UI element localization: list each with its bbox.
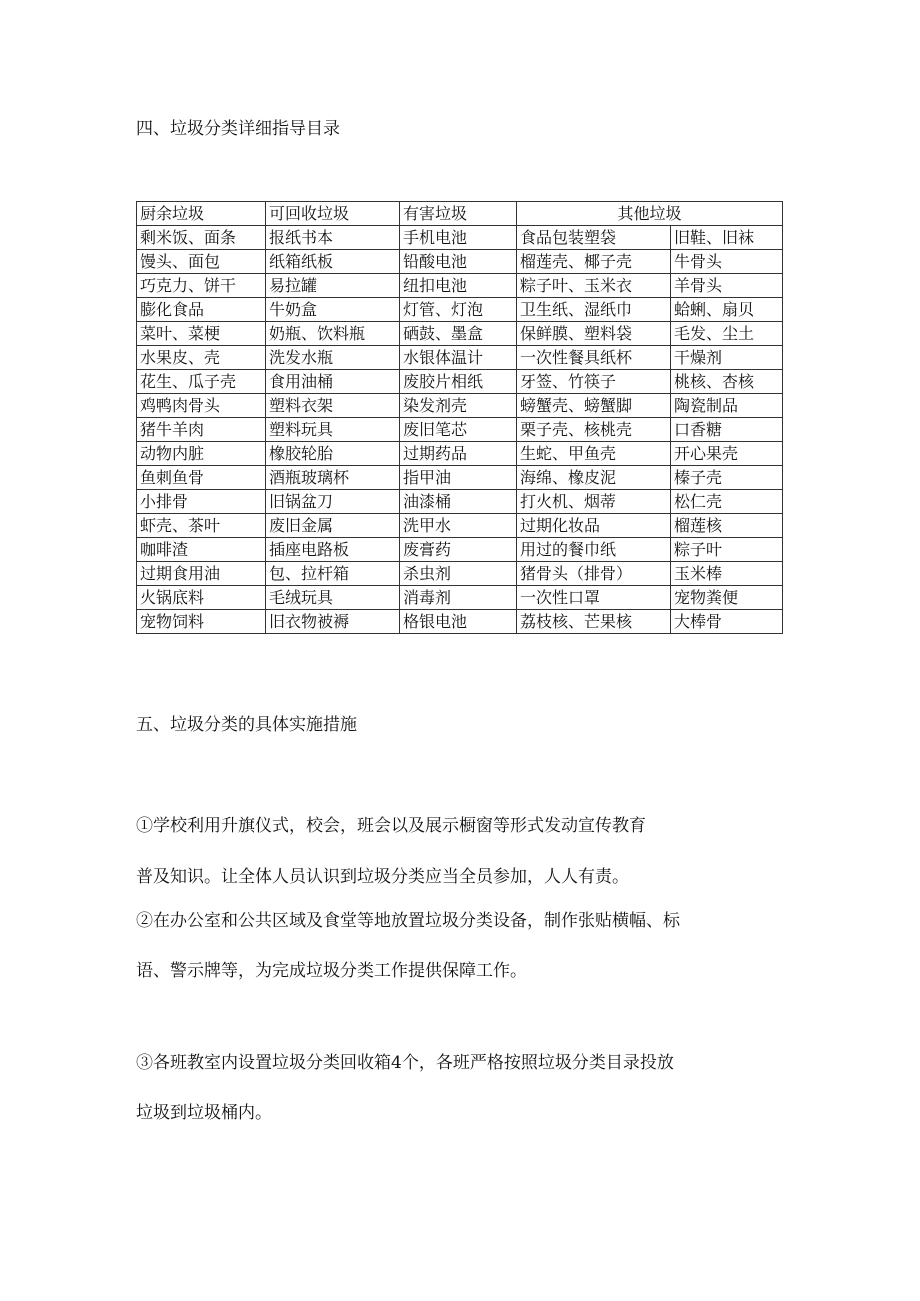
header-recyclable-waste: 可回收垃圾: [266, 202, 400, 226]
table-cell: 鱼刺鱼骨: [137, 466, 266, 490]
table-row: [137, 370, 783, 394]
table-cell: 塑料衣架: [266, 394, 400, 418]
measure-2-line-2: 语、警示牌等，为完成垃圾分类工作提供保障工作。: [136, 961, 527, 981]
table-cell: 橡胶轮胎: [266, 442, 400, 466]
table-row: [137, 346, 783, 370]
table-cell: 铅酸电池: [400, 250, 517, 274]
section-4-heading: 四、垃圾分类详细指导目录: [136, 119, 340, 139]
table-cell: 虾壳、茶叶: [137, 514, 266, 538]
table-cell: 大棒骨: [671, 610, 783, 634]
table-cell: 干燥剂: [671, 346, 783, 370]
table-cell: 榴莲核: [671, 514, 783, 538]
table-cell: 陶瓷制品: [671, 394, 783, 418]
table-row: [137, 562, 783, 586]
header-kitchen-waste: 厨余垃圾: [137, 202, 266, 226]
table-cell: 膨化食品: [137, 298, 266, 322]
table-row: [137, 490, 783, 514]
table-row: [137, 322, 783, 346]
measure-2-line-1: ②在办公室和公共区域及食堂等地放置垃圾分类设备，制作张贴横幅、标: [136, 911, 680, 931]
header-other-waste: 其他垃圾: [517, 202, 783, 226]
table-cell: 易拉罐: [266, 274, 400, 298]
table-row: [137, 610, 783, 634]
table-cell: 洗甲水: [400, 514, 517, 538]
table-row: [137, 394, 783, 418]
table-cell: 纸箱纸板: [266, 250, 400, 274]
table-row: [137, 250, 783, 274]
header-hazardous-waste: 有害垃圾: [400, 202, 517, 226]
table-cell: 咖啡渣: [137, 538, 266, 562]
table-cell: 废膏药: [400, 538, 517, 562]
measure-1-line-2: 普及知识。让全体人员认识到垃圾分类应当全员参加，人人有责。: [136, 867, 629, 887]
table-cell: 羊骨头: [671, 274, 783, 298]
table-cell: 旧鞋、旧袜: [671, 226, 783, 250]
table-cell: 毛绒玩具: [266, 586, 400, 610]
table-cell: 一次性餐具纸杯: [517, 346, 671, 370]
table-header-row: [137, 202, 783, 226]
table-cell: 杀虫剂: [400, 562, 517, 586]
table-cell: 灯管、灯泡: [400, 298, 517, 322]
table-cell: 玉米棒: [671, 562, 783, 586]
table-cell: 插座电路板: [266, 538, 400, 562]
table-cell: 鸡鸭肉骨头: [137, 394, 266, 418]
table-cell: 奶瓶、饮料瓶: [266, 322, 400, 346]
table-cell: 生蛇、甲鱼壳: [517, 442, 671, 466]
section-5-heading: 五、垃圾分类的具体实施措施: [136, 715, 357, 735]
table-cell: 旧锅盆刀: [266, 490, 400, 514]
table-cell: 食用油桶: [266, 370, 400, 394]
table-row: [137, 298, 783, 322]
table-cell: 动物内脏: [137, 442, 266, 466]
table-cell: 卫生纸、湿纸巾: [517, 298, 671, 322]
table-cell: 食品包装塑袋: [517, 226, 671, 250]
table-cell: 猪牛羊肉: [137, 418, 266, 442]
table-row: [137, 418, 783, 442]
table-cell: 保鲜膜、塑料袋: [517, 322, 671, 346]
table-cell: 蛤蜊、扇贝: [671, 298, 783, 322]
table-cell: 过期食用油: [137, 562, 266, 586]
table-cell: 纽扣电池: [400, 274, 517, 298]
table-cell: 猪骨头（排骨）: [517, 562, 671, 586]
table-cell: 指甲油: [400, 466, 517, 490]
table-cell: 菜叶、菜梗: [137, 322, 266, 346]
table-cell: 过期化妆品: [517, 514, 671, 538]
table-cell: 手机电池: [400, 226, 517, 250]
table-cell: 剩米饭、面条: [137, 226, 266, 250]
table-cell: 开心果壳: [671, 442, 783, 466]
table-cell: 口香糖: [671, 418, 783, 442]
table-cell: 废旧笔芯: [400, 418, 517, 442]
table-cell: 毛发、尘土: [671, 322, 783, 346]
table-row: [137, 514, 783, 538]
table-cell: 牛奶盒: [266, 298, 400, 322]
table-cell: 海绵、橡皮泥: [517, 466, 671, 490]
table-row: [137, 466, 783, 490]
table-cell: 废胶片相纸: [400, 370, 517, 394]
table-row: [137, 226, 783, 250]
table-cell: 花生、瓜子壳: [137, 370, 266, 394]
table-row: [137, 538, 783, 562]
table-cell: 用过的餐巾纸: [517, 538, 671, 562]
table-cell: 油漆桶: [400, 490, 517, 514]
table-cell: 火锅底料: [137, 586, 266, 610]
table-cell: 过期药品: [400, 442, 517, 466]
table-cell: 打火机、烟蒂: [517, 490, 671, 514]
garbage-classification-table: [136, 201, 783, 634]
table-cell: 小排骨: [137, 490, 266, 514]
table-cell: 旧衣物被褥: [266, 610, 400, 634]
table-row: [137, 442, 783, 466]
table-cell: 一次性口罩: [517, 586, 671, 610]
table-row: [137, 586, 783, 610]
table-cell: 染发剂壳: [400, 394, 517, 418]
table-cell: 废旧金属: [266, 514, 400, 538]
table-cell: 馒头、面包: [137, 250, 266, 274]
table-cell: 桃核、杏核: [671, 370, 783, 394]
table-cell: 栗子壳、核桃壳: [517, 418, 671, 442]
table-cell: 粽子叶: [671, 538, 783, 562]
table-cell: 松仁壳: [671, 490, 783, 514]
table-cell: 宠物粪便: [671, 586, 783, 610]
table-cell: 消毒剂: [400, 586, 517, 610]
table-cell: 荔枝核、芒果核: [517, 610, 671, 634]
measure-3-line-2: 垃圾到垃圾桶内。: [136, 1103, 272, 1123]
table-cell: 粽子叶、玉米衣: [517, 274, 671, 298]
measure-3-line-1: ③各班教室内设置垃圾分类回收箱4个，各班严格按照垃圾分类目录投放: [136, 1053, 674, 1073]
table-cell: 洗发水瓶: [266, 346, 400, 370]
table-row: [137, 274, 783, 298]
table-cell: 牙签、竹筷子: [517, 370, 671, 394]
table-cell: 格银电池: [400, 610, 517, 634]
table-cell: 酒瓶玻璃杯: [266, 466, 400, 490]
table-cell: 牛骨头: [671, 250, 783, 274]
table-cell: 包、拉杆箱: [266, 562, 400, 586]
table-cell: 硒鼓、墨盒: [400, 322, 517, 346]
table-body: [137, 226, 783, 634]
table-cell: 塑料玩具: [266, 418, 400, 442]
table-cell: 水果皮、壳: [137, 346, 266, 370]
table-cell: 宠物饲料: [137, 610, 266, 634]
table-cell: 榴莲壳、椰子壳: [517, 250, 671, 274]
table-cell: 水银体温计: [400, 346, 517, 370]
table-cell: 巧克力、饼干: [137, 274, 266, 298]
table-cell: 报纸书本: [266, 226, 400, 250]
table-cell: 榛子壳: [671, 466, 783, 490]
measure-1-line-1: ①学校利用升旗仪式，校会，班会以及展示橱窗等形式发动宣传教育: [136, 816, 646, 836]
table-cell: 螃蟹壳、螃蟹脚: [517, 394, 671, 418]
